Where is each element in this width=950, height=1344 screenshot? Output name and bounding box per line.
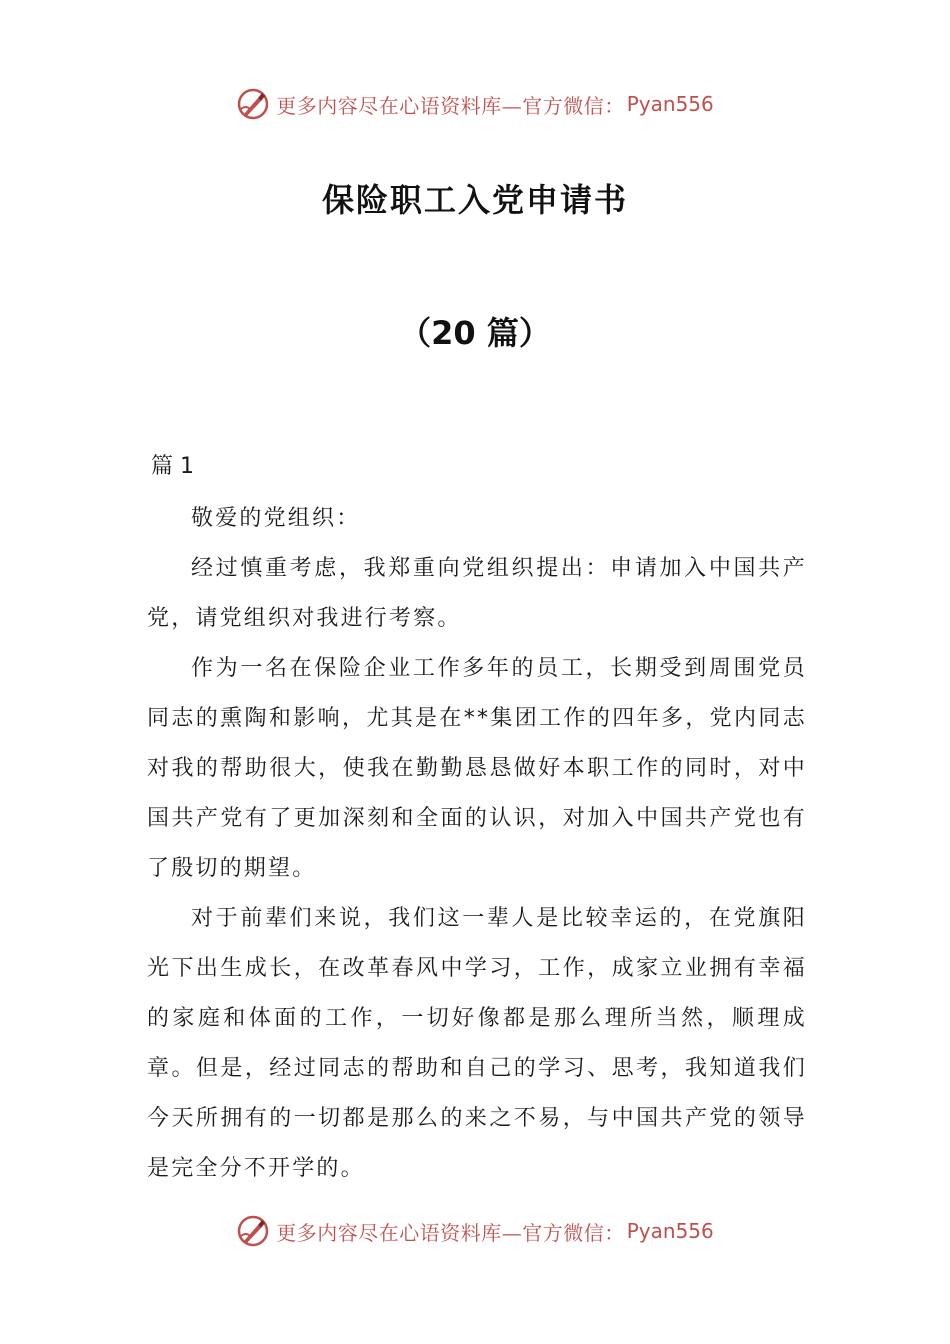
salutation: 敬爱的党组织：: [191, 506, 361, 531]
document-subtitle: （20 篇）: [399, 314, 551, 352]
paragraph: 对于前辈们来说，我们这一辈人是比较幸运的，在党旗阳光下出生成长，在改革春风中学习，工作，成家立业拥有幸福的家庭和体面的工作，一切好像都是那么理所当然，顺理成章。但是，经过同志的帮助和自己的学习、思考，我知道我们今天所拥有的一切都是那么的来之不易，与中国共产党的领导是完全分不开学的。: [147, 906, 807, 1181]
footer-watermark-handle: Pyan556: [626, 1219, 714, 1243]
footer-watermark-text: 更多内容尽在心语资料库—官方微信：: [276, 1220, 625, 1245]
document-title: 保险职工入党申请书: [321, 181, 628, 219]
header-watermark-handle: Pyan556: [626, 92, 714, 116]
pen-logo-icon: [236, 1214, 270, 1248]
header-watermark: [0, 84, 950, 124]
chapter-label: 篇 1: [151, 454, 194, 479]
document-body: [147, 446, 807, 1194]
header-watermark-text: 更多内容尽在心语资料库—官方微信：: [276, 93, 625, 118]
pen-logo-icon: [236, 87, 270, 121]
paragraph: 经过慎重考虑，我郑重向党组织提出：申请加入中国共产党，请党组织对我进行考察。: [147, 556, 807, 631]
paragraph: 作为一名在保险企业工作多年的员工，长期受到周围党员同志的熏陶和影响，尤其是在**集团工作的四年多，党内同志对我的帮助很大，使我在勤勤恳恳做好本职工作的同时，对中国共产党有了更加深刻和全面的认识，对加入中国共产党也有了殷切的期望。: [147, 656, 807, 881]
footer-watermark: [0, 1211, 950, 1251]
